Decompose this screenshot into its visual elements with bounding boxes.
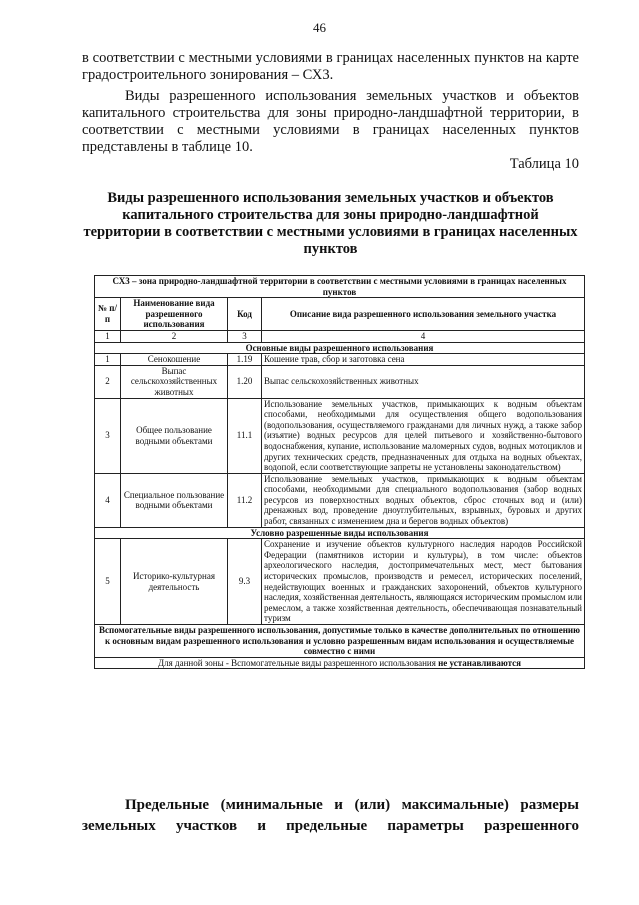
row-num: 1 [95,354,121,366]
section-row-auxiliary [95,625,585,658]
table-label: Таблица 10 [509,156,579,172]
table-row [95,539,585,625]
row-code: 11.1 [228,398,262,473]
row-name: Историко-культурная деятельность [121,539,228,625]
page-number: 46 [313,20,326,35]
row-name: Сенокошение [121,354,228,366]
limits-heading-line-1: Предельные (минимальные и (или) максимальные) размеры [125,797,579,813]
row-description: Использование земельных участков, примыкающих к водным объектам способами, необходимыми для осуществления общего водопользования (водопользования, осуществляемого гражданами для личных нужд, а также забор (изъятие) водных ресурсов для целей питьевого и хозяйственно-бытового водоснабжения, купание, использование маломерных судов, водных мотоциклов и других технических средств, предназначенных для отдыха на водных объектах, водопой, если соответствующие запреты не установлены законодательством) [262,398,585,473]
table-reference-paragraph: Виды разрешенного использования земельных участков и объектов капитального строительства для зоны природно-ландшафтной территории, в соответствии с местными условиями в границах населенных пунктов представлены в таблице 10. [82,88,579,155]
row-code: 1.19 [228,354,262,366]
row-code: 11.2 [228,473,262,527]
row-description: Выпас сельскохозяйственных животных [262,365,585,398]
row-description: Использование земельных участков, примыкающих к водным объектам способами, необходимыми для специального водопользования (забор водных ресурсов из поверхностных водных объектов, сброс сточных вод и (или) дренажных вод, проведение дноуглубительных, взрывных, буровых и других работ, связанных с изменением дна и берегов водных объектов) [262,473,585,527]
intro-paragraph: в соответствии с местными условиями в границах населенных пунктов на карте градостроительного зонирования – СХ3. [82,50,579,83]
row-num: 5 [95,539,121,625]
auxiliary-note-prefix: Для данной зоны - Вспомогательные виды разрешенного использования [158,657,436,668]
table-row [95,398,585,473]
table-heading: Виды разрешенного использования земельных участков и объектов капитального строительства для зоны природно-ландшафтной территории в соответствии с местными условиями в границах населенных пунктов [83,190,578,257]
section-row-main [95,342,585,354]
table-title: СХ3 – зона природно-ландшафтной территории в соответствии с местными условиями в границах населенных пунктов [95,276,585,298]
header-description: Описание вида разрешенного использования земельного участка [262,298,585,331]
section-row-conditional [95,527,585,539]
row-code: 9.3 [228,539,262,625]
section-auxiliary-title: Вспомогательные виды разрешенного использования, допустимые только в качестве дополнительных по отношению к основным видам разрешенного использования и условно разрешенным видам использования и осуществляемые совместно с ними [95,625,585,658]
row-name: Специальное пользование водными объектами [121,473,228,527]
zone-table [94,275,585,669]
row-description: Кошение трав, сбор и заготовка сена [262,354,585,366]
limits-heading-line-2: земельных участков и предельные параметры разрешенного [82,818,579,834]
row-num: 4 [95,473,121,527]
table-title-row [95,276,585,298]
table-row [95,473,585,527]
row-description: Сохранение и изучение объектов культурного наследия народов Российской Федерации (памятников истории и культуры), в том числе: объектов археологического наследия, достопримечательных мест, мест бытования исторических промыслов, производств и ремесел, исторических поселений, недействующих военных и гражданских захоронений, объектов культурного наследия, хозяйственная деятельность, являющаяся историческим промыслом или ремеслом, а также хозяйственная деятельность, обеспечивающая познавательный туризм [262,539,585,625]
row-code: 1.20 [228,365,262,398]
auxiliary-note [95,657,585,669]
col-number: 3 [228,330,262,342]
header-num: № п/п [95,298,121,331]
header-code: Код [228,298,262,331]
row-name: Выпас сельскохозяйственных животных [121,365,228,398]
section-main-title: Основные виды разрешенного использования [95,342,585,354]
header-name: Наименование вида разрешенного использования [121,298,228,331]
limits-heading [82,795,579,837]
auxiliary-note-row [95,657,585,669]
col-number: 2 [121,330,228,342]
auxiliary-note-bold: не устанавливаются [438,657,521,668]
section-conditional-title: Условно разрешенные виды использования [95,527,585,539]
table-row [95,354,585,366]
row-num: 2 [95,365,121,398]
column-number-row [95,330,585,342]
table-row [95,365,585,398]
col-number: 4 [262,330,585,342]
row-name: Общее пользование водными объектами [121,398,228,473]
col-number: 1 [95,330,121,342]
row-num: 3 [95,398,121,473]
table-header-row [95,298,585,331]
